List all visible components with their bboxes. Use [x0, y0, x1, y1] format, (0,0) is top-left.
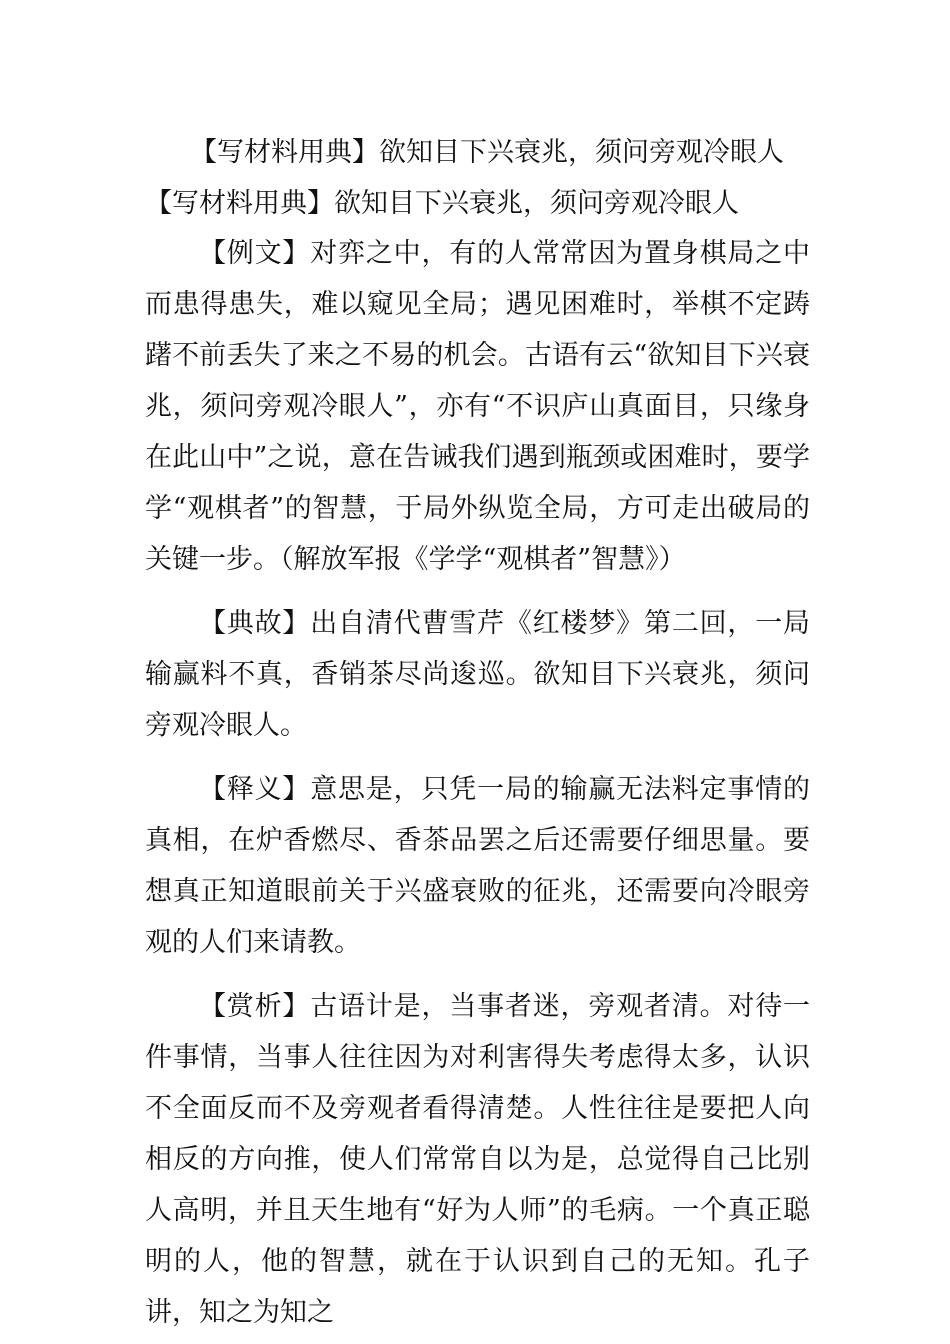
paragraph-allusion: 【典故】出自清代曹雪芹《红楼梦》第二回，一局输赢料不真，香销茶尽尚逡巡。欲知目下兴衰兆，须问旁观冷眼人。	[145, 608, 810, 741]
paragraph-appreciation: 【赏析】古语计是，当事者迷，旁观者清。对待一件事情，当事人往往因为对利害得失考虑得太多，认识不全面反而不及旁观者看得清楚。人性往往是要把人向相反的方向推，使人们常常自以为是，总觉得自己比别人高明，并且天生地有“好为人师”的毛病。一个真正聪明的人，他的智慧，就在于认识到自己的无知。孔子讲，知之为知之	[145, 991, 810, 1328]
document-subtitle: 【写材料用典】欲知目下兴衰兆，须问旁观冷眼人	[145, 188, 739, 219]
document-title: 【写材料用典】欲知目下兴衰兆，须问旁观冷眼人	[190, 137, 784, 168]
paragraph-example: 【例文】对弈之中，有的人常常因为置身棋局之中而患得患失，难以窥见全局；遇见困难时，举棋不定踌躇不前丢失了来之不易的机会。古语有云“欲知目下兴衰兆，须问旁观冷眼人”，亦有“不识庐山真面目，只缘身在此山中”之说，意在告诫我们遇到瓶颈或困难时，要学学“观棋者”的智慧，于局外纵览全局，方可走出破局的关键一步。（解放军报《学学“观棋者”智慧》）	[145, 238, 810, 575]
document-body	[145, 228, 810, 1338]
paragraph-meaning: 【释义】意思是，只凭一局的输赢无法料定事情的真相，在炉香燃尽、香茶品罢之后还需要仔细思量。要想真正知道眼前关于兴盛衰败的征兆，还需要向冷眼旁观的人们来请教。	[145, 774, 810, 958]
